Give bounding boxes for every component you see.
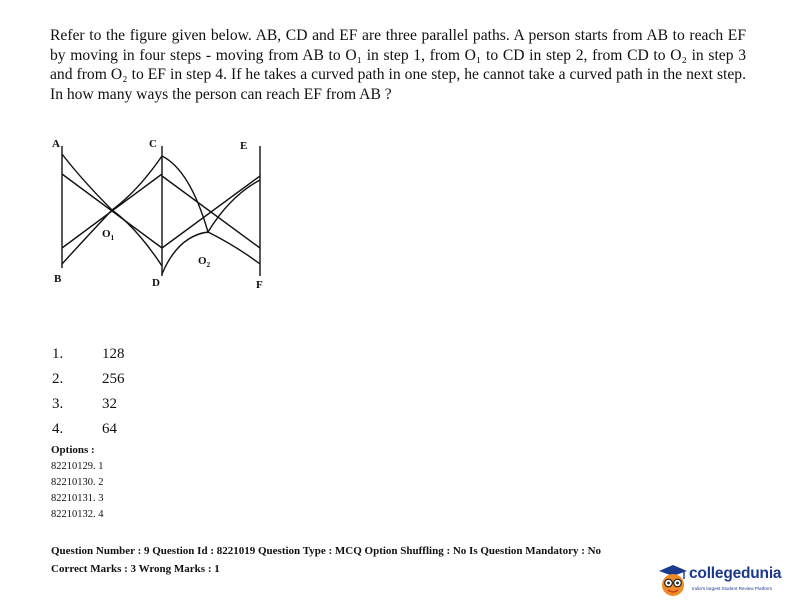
answer-option-number: 2. [52,371,64,387]
label-o1: O [102,228,111,240]
options-heading: Options : [51,444,95,456]
answer-option-number: 1. [52,346,64,362]
svg-text:O2 [198,255,211,269]
question-text: Refer to the figure given below. AB, CD and EF are three parallel paths. A person starts from AB to reach EF by moving in four steps - moving from AB to O₁ in step 1, from O₁ to CD in step 2, from CD to O₂ in step 3 and from O₂ to EF in step 4. If he takes a curved path in one step, he cannot take a curved path in the next step. In how many ways the person can reach EF from AB ? [50,27,746,103]
option-id: 82210130. 2 [51,477,104,488]
answer-option-value: 64 [102,421,117,437]
brand-tagline: India's largest Student Review Platform [692,586,773,591]
label-c: C [149,138,157,150]
label-o2-sub: 2 [206,261,211,269]
answer-option-number: 4. [52,421,64,437]
collegedunia-logo [656,563,790,605]
label-o1-sub: 1 [110,234,115,242]
label-e: E [240,140,248,152]
label-b: B [54,273,62,285]
answer-option-value: 256 [102,371,125,387]
option-id: 82210129. 1 [51,461,104,472]
answer-option-number: 3. [52,396,64,412]
option-id: 82210131. 3 [51,493,104,504]
answer-option-value: 32 [102,396,117,412]
label-d: D [152,277,160,289]
label-o2: O [198,255,207,267]
option-id: 82210132. 4 [51,509,104,520]
brand-name: collegedunia [689,565,782,582]
parallel-paths-figure [50,136,280,296]
svg-text:O1 [102,228,115,242]
marks-metadata: Correct Marks : 3 Wrong Marks : 1 [51,563,220,575]
label-a: A [52,138,60,150]
graduate-mascot-icon [656,563,690,599]
answer-option-value: 128 [102,346,125,362]
question-metadata: Question Number : 9 Question Id : 8221019 Question Type : MCQ Option Shuffling : No Is Question Mandatory : No [51,545,602,557]
label-f: F [256,279,263,291]
